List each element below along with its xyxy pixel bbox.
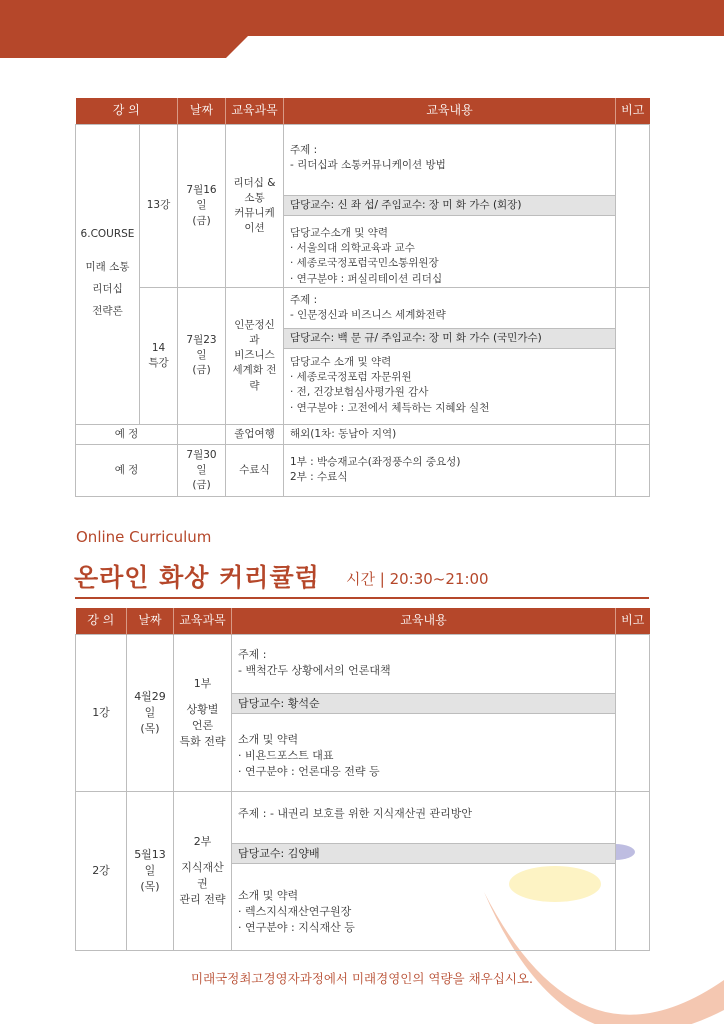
lecture-cell: 예 정 [76, 444, 178, 496]
header-note: 비고 [616, 608, 650, 635]
day-line: (금) [192, 214, 211, 227]
date-cell [127, 635, 174, 792]
topic-label: 주제 : [238, 807, 267, 820]
profile-item: · 연구분야 : 지식재산 등 [238, 920, 355, 934]
table-row [76, 792, 650, 844]
topic-text: - 백척간두 상황에서의 언론대책 [238, 663, 391, 677]
subject-line: 상황별 [186, 703, 219, 717]
note-cell [616, 444, 650, 496]
subject-line: 언론 [191, 719, 214, 732]
subject-cell [226, 287, 284, 424]
date-cell [127, 792, 174, 951]
lecture-cell: 1강 [76, 635, 127, 792]
lecture-cell: 13강 [140, 125, 178, 288]
subject-line: 소통 [244, 191, 265, 204]
part-label: 2부 [193, 835, 212, 849]
table-row [76, 125, 650, 196]
content-cell [284, 444, 616, 496]
table-row [76, 444, 650, 496]
online-curriculum-table [75, 608, 650, 951]
profile-title: 담당교수소개 및 약력 [290, 227, 388, 239]
lecture-cell: 2강 [76, 792, 127, 951]
header-lecture: 강 의 [76, 98, 178, 125]
table-row [76, 424, 650, 444]
lecture-line: 특강 [148, 356, 169, 369]
date-line: 4월29일 [134, 690, 166, 720]
subject-cell [226, 125, 284, 288]
content-line: 2부 : 수료식 [290, 471, 348, 484]
date-cell [178, 444, 226, 496]
lecture-cell [140, 287, 178, 424]
profile-item: · 비욘드포스트 대표 [238, 748, 334, 762]
subject-line: 커뮤니케이션 [234, 206, 275, 235]
date-line: 7월30일 [186, 448, 217, 476]
subject-cell: 졸업여행 [226, 424, 284, 444]
profile-title: 소개 및 약력 [238, 889, 299, 902]
date-cell [178, 424, 226, 444]
note-cell [616, 125, 650, 288]
course-label: 6.COURSE [80, 227, 135, 240]
header-date: 날짜 [178, 98, 226, 125]
footer-slogan: 미래국정최고경영자과정에서 미래경영인의 역량을 채우십시오. [191, 971, 533, 986]
topic-label: 주제 : [290, 293, 318, 306]
course-name-line: 전략론 [92, 305, 123, 318]
note-cell [616, 635, 650, 792]
course-name-line: 미래 소통 [85, 261, 130, 274]
header-content: 교육내용 [284, 98, 616, 125]
note-cell [616, 287, 650, 424]
note-cell [616, 424, 650, 444]
date-cell [178, 287, 226, 424]
subject-line: 관리 전략 [179, 892, 226, 906]
date-line: 7월23일 [186, 334, 217, 362]
subject-line: 리더십 & [233, 176, 276, 189]
profile-item: · 전, 건강보험심사평가원 감사 [290, 386, 429, 399]
lecture-line: 14 [151, 341, 166, 354]
subject-line: 비즈니스 [234, 349, 275, 362]
day-line: (금) [192, 364, 211, 377]
profile-item: · 세종로국정포럼국민소통위원장 [290, 257, 439, 270]
table-row [76, 635, 650, 694]
profile-cell [284, 348, 616, 424]
header-lecture: 강 의 [76, 608, 127, 635]
offline-curriculum-table [75, 98, 650, 497]
profile-item: · 세종로국정포럼 자문위원 [290, 371, 412, 384]
lecture-cell: 예 정 [76, 424, 178, 444]
subject-line: 특화 전략 [179, 734, 226, 748]
instructor-bar: 담당교수: 김양배 [232, 844, 616, 864]
topic-label: 주제 : [290, 144, 318, 156]
note-cell [616, 792, 650, 951]
table-header-row [76, 608, 650, 635]
subject-line: 지식재산권 [181, 861, 224, 890]
title-divider [75, 597, 649, 599]
topic-text: - 인문정신과 비즈니스 세계화전략 [290, 309, 446, 322]
subject-cell [174, 635, 232, 792]
date-line: 7월16일 [186, 184, 217, 212]
profile-title: 담당교수 소개 및 약력 [290, 355, 392, 368]
subject-cell: 수료식 [226, 444, 284, 496]
topic-text: - 리더십과 소통커뮤니케이션 방법 [290, 159, 446, 172]
header-content: 교육내용 [232, 608, 616, 635]
instructor-bar: 담당교수: 신 좌 섭/ 주임교수: 장 미 화 가수 (회장) [284, 196, 616, 216]
header-subject: 교육과목 [226, 98, 284, 125]
date-line: 5월13일 [134, 848, 166, 878]
topic-text: - 내권리 보호를 위한 지식재산권 관리방안 [269, 807, 473, 820]
online-time-label: 시간 | 20:30~21:00 [346, 570, 489, 588]
subject-line: 세계화 전략 [232, 364, 277, 392]
topic-cell [284, 125, 616, 196]
topic-label: 주제 : [238, 648, 267, 661]
subject-line: 인문정신과 [234, 318, 275, 347]
instructor-bar: 담당교수: 황석순 [232, 694, 616, 714]
subject-cell [174, 792, 232, 951]
date-cell [178, 125, 226, 288]
table-row [76, 287, 650, 328]
profile-item: · 연구분야 : 고전에서 체득하는 지혜와 실천 [290, 401, 490, 414]
profile-cell [284, 216, 616, 288]
content-cell: 해외(1차: 동남아 지역) [284, 424, 616, 444]
part-label: 1부 [193, 677, 212, 691]
instructor-bar: 담당교수: 백 문 규/ 주임교수: 장 미 화 가수 (국민가수) [284, 328, 616, 348]
topic-cell [284, 287, 616, 328]
course-name-line: 리더십 [92, 283, 123, 296]
online-title: 온라인 화상 커리큘럼 [74, 563, 320, 592]
day-line: (목) [140, 721, 160, 735]
profile-item: · 렉스지식재산연구원장 [238, 904, 352, 918]
profile-item: · 연구분야 : 언론대응 전략 등 [238, 764, 380, 778]
top-decorative-band [0, 0, 724, 58]
header-date: 날짜 [127, 608, 174, 635]
profile-title: 소개 및 약력 [238, 733, 299, 746]
online-subtitle: Online Curriculum [76, 528, 212, 546]
topic-cell [232, 792, 616, 844]
table-header-row [76, 98, 650, 125]
topic-cell [232, 635, 616, 694]
course-cell [76, 125, 140, 425]
header-subject: 교육과목 [174, 608, 232, 635]
day-line: (목) [140, 879, 160, 893]
profile-cell [232, 864, 616, 951]
content-line: 1부 : 박승재교수(좌정풍수의 중요성) [290, 456, 461, 469]
header-note: 비고 [616, 98, 650, 125]
profile-item: · 서울의대 의학교육과 교수 [290, 242, 415, 255]
profile-cell [232, 714, 616, 792]
day-line: (금) [192, 478, 211, 491]
profile-item: · 연구분야 : 퍼실리테이션 리더십 [290, 272, 443, 285]
